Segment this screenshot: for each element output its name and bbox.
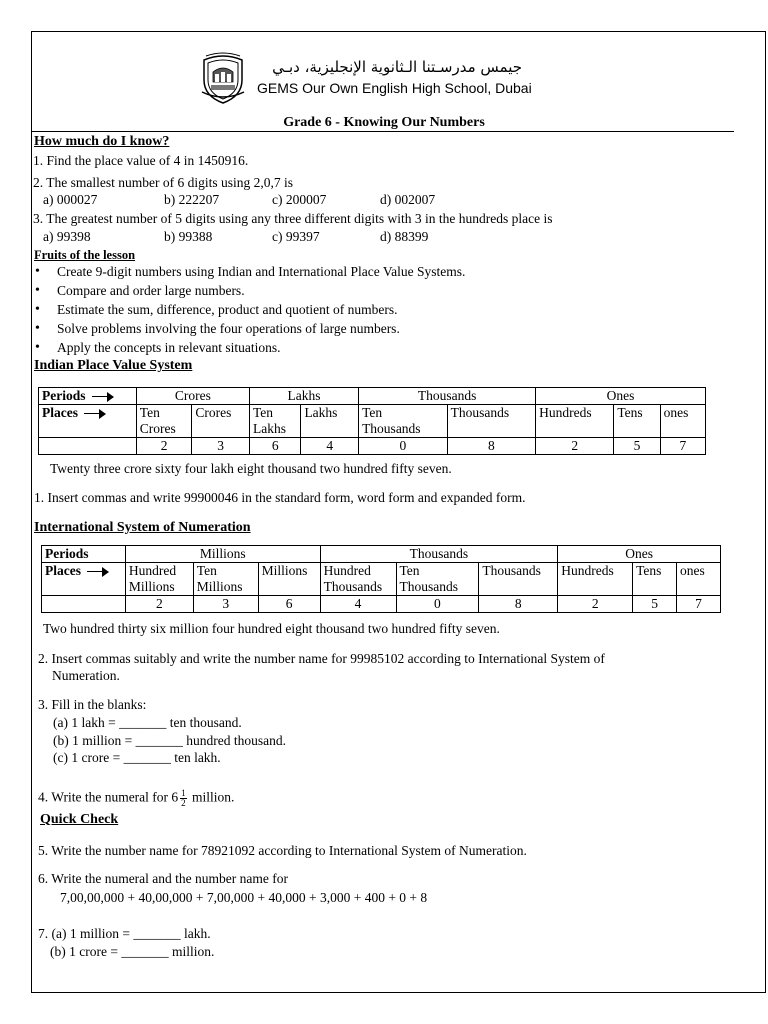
digit-cell: 2: [536, 438, 614, 455]
digits-label-cell: [42, 596, 126, 613]
title-divider: [31, 131, 734, 132]
place-cell: Ten Lakhs: [249, 405, 300, 438]
fruits-list: [33, 263, 465, 358]
place-cell: ones: [677, 563, 721, 596]
digit-cell: 4: [301, 438, 359, 455]
indian-heading: Indian Place Value System: [34, 358, 193, 373]
school-crest-icon: [200, 52, 246, 104]
digit-cell: 5: [633, 596, 677, 613]
place-cell: Tens: [614, 405, 660, 438]
place-cell: Hundred Millions: [125, 563, 193, 596]
periods-label-cell: Periods: [42, 546, 126, 563]
digit-cell: 0: [359, 438, 448, 455]
indian-place-value-table: [38, 387, 706, 455]
list-item: • Compare and order large numbers.: [33, 282, 465, 301]
q3-option-c: c) 99397: [272, 229, 320, 244]
list-item: • Create 9-digit numbers using Indian and International Place Value Systems.: [33, 263, 465, 282]
know-heading: How much do I know?: [34, 134, 170, 149]
q2-option-a: a) 000027: [43, 192, 98, 207]
fill-blank-c: (c) 1 crore = _______ ten lakh.: [53, 750, 221, 765]
fill-blank-a: (a) 1 lakh = _______ ten thousand.: [53, 715, 242, 730]
place-cell: Hundred Thousands: [320, 563, 396, 596]
know-question-2: 2. The smallest number of 6 digits using 2,0,7 is: [33, 175, 293, 190]
period-thousands: Thousands: [320, 546, 558, 563]
period-crores: Crores: [136, 388, 249, 405]
q3-option-d: d) 88399: [380, 229, 429, 244]
quick-question-5: 5. Write the number name for 78921092 according to International System of Numeration.: [38, 843, 527, 858]
digit-cell: 3: [192, 438, 250, 455]
q2-option-b: b) 222207: [164, 192, 220, 207]
quick-question-7a: 7. (a) 1 million = _______ lakh.: [38, 926, 211, 941]
quick-question-6-expression: 7,00,00,000 + 40,00,000 + 7,00,000 + 40,000 + 3,000 + 400 + 0 + 8: [60, 890, 428, 905]
place-cell: Thousands: [479, 563, 558, 596]
digit-cell: 5: [614, 438, 660, 455]
digit-cell: 2: [558, 596, 633, 613]
fraction-one-half: $\frac{1}{2}$: [181, 788, 186, 808]
arrow-right-icon: [87, 567, 109, 577]
international-question-2-line-2: Numeration.: [52, 668, 120, 683]
quick-question-6: 6. Write the numeral and the number name for: [38, 871, 288, 886]
digit-cell: 8: [447, 438, 536, 455]
digit-cell: 3: [193, 596, 258, 613]
know-question-3: 3. The greatest number of 5 digits using any three different digits with 3 in the hundreds place is: [33, 211, 553, 226]
arrow-right-icon: [84, 409, 106, 419]
digits-label-cell: [39, 438, 137, 455]
list-item: • Estimate the sum, difference, product and quotient of numbers.: [33, 301, 465, 320]
digit-cell: 0: [396, 596, 479, 613]
digit-cell: 8: [479, 596, 558, 613]
digit-cell: 2: [125, 596, 193, 613]
digit-cell: 7: [660, 438, 705, 455]
place-cell: Crores: [192, 405, 250, 438]
arrow-right-icon: [92, 392, 114, 402]
places-label-cell: Places: [42, 563, 126, 596]
place-cell: Ten Thousands: [359, 405, 448, 438]
place-cell: Lakhs: [301, 405, 359, 438]
fruits-heading: Fruits of the lesson: [34, 248, 136, 262]
quick-question-7b: (b) 1 crore = _______ million.: [50, 944, 215, 959]
international-place-value-table: [41, 545, 721, 613]
indian-question-1: 1. Insert commas and write 99900046 in the standard form, word form and expanded form.: [34, 490, 526, 505]
international-heading: International System of Numeration: [34, 520, 251, 535]
q2-option-d: d) 002007: [380, 192, 436, 207]
fill-blanks-heading: 3. Fill in the blanks:: [38, 697, 147, 712]
q3-option-a: a) 99398: [43, 229, 91, 244]
worksheet-title: Grade 6 - Knowing Our Numbers: [283, 115, 485, 130]
international-question-4: 4. Write the numeral for 6 $\frac{1}{2}$ million.: [38, 788, 235, 808]
list-item: • Apply the concepts in relevant situations.: [33, 339, 465, 358]
place-cell: Ten Crores: [136, 405, 192, 438]
period-ones: Ones: [558, 546, 721, 563]
digit-cell: 4: [320, 596, 396, 613]
place-cell: Millions: [258, 563, 320, 596]
place-cell: Ten Millions: [193, 563, 258, 596]
quick-check-heading: Quick Check: [40, 812, 119, 827]
place-cell: Hundreds: [536, 405, 614, 438]
school-name-english: GEMS Our Own English High School, Dubai: [257, 80, 532, 96]
place-cell: Tens: [633, 563, 677, 596]
international-caption: Two hundred thirty six million four hundred eight thousand two hundred fifty seven.: [43, 621, 500, 636]
digit-cell: 6: [249, 438, 300, 455]
periods-label-cell: Periods: [39, 388, 137, 405]
period-millions: Millions: [125, 546, 320, 563]
period-ones: Ones: [536, 388, 706, 405]
place-cell: ones: [660, 405, 705, 438]
place-cell: Ten Thousands: [396, 563, 479, 596]
school-name-arabic: جيمس مدرسـتنا الـثانوية الإنجليزية، دبـي: [272, 58, 522, 76]
international-question-2-line-1: 2. Insert commas suitably and write the number name for 99985102 according to International System of: [38, 651, 605, 666]
places-label-cell: Places: [39, 405, 137, 438]
digit-cell: 6: [258, 596, 320, 613]
place-cell: Hundreds: [558, 563, 633, 596]
q2-option-c: c) 200007: [272, 192, 327, 207]
period-lakhs: Lakhs: [249, 388, 358, 405]
digit-cell: 7: [677, 596, 721, 613]
place-cell: Thousands: [447, 405, 536, 438]
know-question-1: 1. Find the place value of 4 in 1450916.: [33, 153, 249, 168]
period-thousands: Thousands: [359, 388, 536, 405]
list-item: • Solve problems involving the four operations of large numbers.: [33, 320, 465, 339]
digit-cell: 2: [136, 438, 192, 455]
indian-caption: Twenty three crore sixty four lakh eight thousand two hundred fifty seven.: [50, 461, 452, 476]
fill-blank-b: (b) 1 million = _______ hundred thousand.: [53, 733, 286, 748]
q3-option-b: b) 99388: [164, 229, 213, 244]
